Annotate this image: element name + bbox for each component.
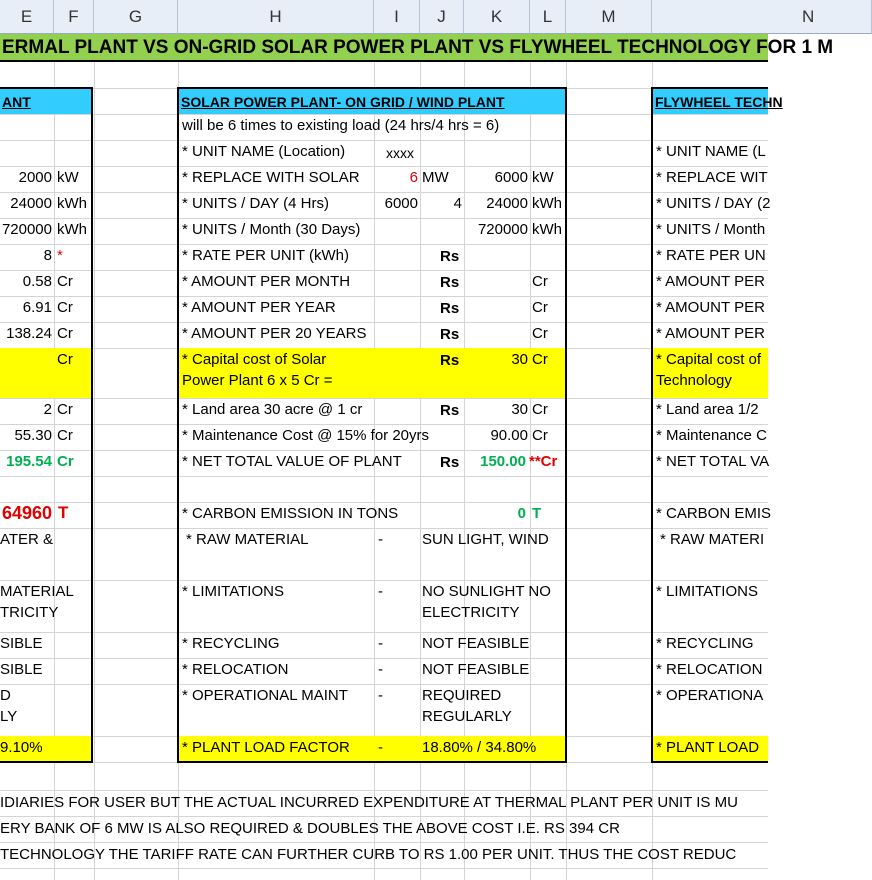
flywheel-capital-label-line1[interactable]: * Capital cost of	[656, 351, 762, 368]
solar-carbon-label[interactable]: * CARBON EMISSION IN TONS	[182, 505, 399, 522]
solar-plf-dash[interactable]: -	[378, 739, 383, 756]
thermal-relocation[interactable]: SIBLE	[0, 661, 43, 678]
border	[177, 761, 567, 763]
thermal-carbon-unit[interactable]: T	[58, 503, 69, 522]
solar-replace-kw[interactable]: 6000	[494, 169, 528, 186]
thermal-raw-material[interactable]: ATER &	[0, 531, 54, 548]
solar-replace-label[interactable]: * REPLACE WITH SOLAR	[182, 169, 360, 186]
thermal-rate-flag[interactable]: *	[57, 247, 63, 264]
thermal-capital-unit[interactable]: Cr	[57, 351, 73, 368]
column-header-k[interactable]: K	[464, 0, 530, 34]
solar-amount-20yr-currency[interactable]: Rs	[440, 326, 460, 343]
solar-unit-name-label[interactable]: * UNIT NAME (Location)	[182, 143, 346, 160]
gridline	[0, 790, 768, 791]
solar-op-maint-dash[interactable]: -	[378, 687, 383, 704]
solar-raw-material-dash[interactable]: -	[378, 531, 383, 548]
solar-amount-month-unit[interactable]: Cr	[532, 273, 548, 290]
border	[0, 87, 93, 89]
thermal-amount-year-value[interactable]: 6.91	[22, 299, 52, 316]
solar-maintenance-label[interactable]: * Maintenance Cost @ 15% for 20yrs	[182, 427, 430, 444]
solar-rate-label[interactable]: * RATE PER UNIT (kWh)	[182, 247, 349, 264]
column-header-i[interactable]: I	[374, 0, 420, 34]
solar-amount-year-currency[interactable]: Rs	[440, 300, 460, 317]
thermal-kw-value[interactable]: 2000	[18, 169, 52, 186]
solar-op-maint-label[interactable]: * OPERATIONAL MAINT	[182, 687, 348, 704]
flywheel-amount-year-label[interactable]: * AMOUNT PER	[656, 299, 765, 316]
thermal-rate-value[interactable]: 8	[43, 247, 52, 264]
flywheel-maintenance-label[interactable]: * Maintenance C	[656, 427, 767, 444]
border	[651, 87, 768, 89]
solar-replace-kw-unit[interactable]: kW	[532, 169, 554, 186]
solar-plf-label[interactable]: * PLANT LOAD FACTOR	[182, 739, 350, 756]
border	[177, 87, 567, 89]
solar-limitations-value-line2[interactable]: ELECTRICITY	[422, 604, 520, 621]
solar-capital-currency[interactable]: Rs	[440, 352, 460, 369]
thermal-op-maint-line1[interactable]: D	[0, 687, 11, 704]
flywheel-rate-label[interactable]: * RATE PER UN	[656, 247, 766, 264]
footer-note-2[interactable]: ERY BANK OF 6 MW IS ALSO REQUIRED & DOUBLES THE ABOVE COST I.E. RS 394 CR	[0, 820, 620, 837]
gridline	[0, 842, 768, 843]
border	[651, 87, 653, 763]
footer-note-1[interactable]: IDIARIES FOR USER BUT THE ACTUAL INCURRED EXPENDITURE AT THERMAL PLANT PER UNIT IS MU	[0, 794, 738, 811]
border	[0, 761, 93, 763]
thermal-land-value[interactable]: 2	[43, 401, 52, 418]
thermal-maintenance-value[interactable]: 55.30	[14, 427, 52, 444]
thermal-limitations-line2[interactable]: TRICITY	[0, 604, 59, 621]
column-header-j[interactable]: J	[420, 0, 464, 34]
solar-replace-mw-unit[interactable]: MW	[422, 169, 449, 186]
flywheel-net-label[interactable]: * NET TOTAL VA	[656, 453, 770, 470]
thermal-amount-month-unit[interactable]: Cr	[57, 273, 73, 290]
solar-amount-20yr-unit[interactable]: Cr	[532, 325, 548, 342]
thermal-plf[interactable]: 9.10%	[0, 739, 43, 756]
solar-recycling-dash[interactable]: -	[378, 635, 383, 652]
column-header-e[interactable]: E	[0, 0, 54, 34]
solar-land-currency[interactable]: Rs	[440, 402, 460, 419]
solar-recycling-label[interactable]: * RECYCLING	[182, 635, 280, 652]
thermal-units-month-value[interactable]: 720000	[1, 221, 52, 238]
thermal-amount-year-unit[interactable]: Cr	[57, 299, 73, 316]
thermal-header[interactable]: ANT	[2, 94, 31, 110]
flywheel-capital-label-line2[interactable]: Technology	[656, 372, 732, 389]
solar-units-day-label[interactable]: * UNITS / DAY (4 Hrs)	[182, 195, 329, 212]
thermal-net-unit[interactable]: Cr	[57, 453, 74, 470]
left-capital-fill	[0, 348, 92, 398]
solar-limitations-dash[interactable]: -	[378, 583, 383, 600]
thermal-carbon-value[interactable]: 64960	[1, 503, 52, 523]
column-header-g[interactable]: G	[94, 0, 178, 34]
gridline	[0, 868, 768, 869]
footer-note-3[interactable]: TECHNOLOGY THE TARIFF RATE CAN FURTHER CURB TO RS 1.00 PER UNIT. THUS THE COST REDUC	[0, 846, 737, 863]
solar-op-maint-value-line1[interactable]: REQUIRED	[422, 687, 502, 704]
solar-units-day-total[interactable]: 24000	[486, 195, 528, 212]
column-header-n[interactable]: N	[652, 0, 872, 34]
thermal-units-day-unit[interactable]: kWh	[57, 195, 87, 212]
border	[91, 87, 93, 763]
solar-raw-material-value[interactable]: SUN LIGHT, WIND	[422, 531, 549, 548]
solar-raw-material-label[interactable]: * RAW MATERIAL	[186, 531, 309, 548]
thermal-amount-20yr-value[interactable]: 138.24	[6, 325, 52, 342]
solar-units-day-hours[interactable]: 4	[453, 195, 462, 212]
flywheel-amount-month-label[interactable]: * AMOUNT PER	[656, 273, 765, 290]
solar-units-month-value[interactable]: 720000	[477, 221, 528, 238]
flywheel-raw-material-label[interactable]: * RAW MATERI	[660, 531, 765, 548]
solar-rate-currency[interactable]: Rs	[440, 248, 460, 265]
solar-land-value[interactable]: 30	[511, 401, 528, 418]
flywheel-relocation-label[interactable]: * RELOCATION	[656, 661, 763, 678]
flywheel-land-label[interactable]: * Land area 1/2	[656, 401, 759, 418]
solar-capital-label-line1[interactable]: * Capital cost of Solar	[182, 351, 327, 368]
border	[565, 87, 567, 763]
thermal-op-maint-line2[interactable]: LY	[0, 708, 18, 725]
flywheel-plf-label[interactable]: * PLANT LOAD	[656, 739, 760, 756]
solar-replace-mw[interactable]: 6	[409, 169, 418, 186]
solar-note[interactable]: will be 6 times to existing load (24 hrs/4 hrs = 6)	[182, 117, 500, 134]
solar-recycling-value[interactable]: NOT FEASIBLE	[422, 635, 530, 652]
solar-units-day-kw[interactable]: 6000	[384, 195, 418, 212]
solar-amount-year-label[interactable]: * AMOUNT PER YEAR	[182, 299, 336, 316]
solar-capital-unit[interactable]: Cr	[532, 351, 548, 368]
border	[177, 87, 179, 763]
solar-limitations-label[interactable]: * LIMITATIONS	[182, 583, 284, 600]
solar-amount-month-currency[interactable]: Rs	[440, 274, 460, 291]
flywheel-unit-name-label[interactable]: * UNIT NAME (L	[656, 143, 766, 160]
solar-carbon-value[interactable]: 0	[517, 505, 526, 522]
solar-net-value[interactable]: 150.00	[480, 453, 526, 470]
thermal-amount-month-value[interactable]: 0.58	[22, 273, 52, 290]
thermal-kw-unit[interactable]: kW	[57, 169, 79, 186]
solar-net-currency[interactable]: Rs	[440, 454, 460, 471]
flywheel-header[interactable]: FLYWHEEL TECHN	[655, 94, 783, 110]
thermal-units-month-unit[interactable]: kWh	[57, 221, 87, 238]
page-title: ERMAL PLANT VS ON-GRID SOLAR POWER PLANT VS FLYWHEEL TECHNOLOGY FOR 1 M	[2, 37, 834, 58]
border	[651, 761, 768, 763]
flywheel-replace-label[interactable]: * REPLACE WIT	[656, 169, 768, 186]
solar-maintenance-unit[interactable]: Cr	[532, 427, 548, 444]
solar-units-month-unit[interactable]: kWh	[532, 221, 562, 238]
flywheel-units-day-label[interactable]: * UNITS / DAY (2	[656, 195, 771, 212]
thermal-land-unit[interactable]: Cr	[57, 401, 73, 418]
flywheel-amount-20yr-label[interactable]: * AMOUNT PER	[656, 325, 765, 342]
solar-limitations-value-line1[interactable]: NO SUNLIGHT NO	[422, 583, 551, 600]
solar-capital-value[interactable]: 30	[511, 351, 528, 368]
column-header-f[interactable]: F	[54, 0, 94, 34]
column-header-l[interactable]: L	[530, 0, 566, 34]
solar-units-day-unit[interactable]: kWh	[532, 195, 562, 212]
flywheel-op-maint-label[interactable]: * OPERATIONA	[656, 687, 764, 704]
flywheel-limitations-label[interactable]: * LIMITATIONS	[656, 583, 758, 600]
solar-op-maint-value-line2[interactable]: REGULARLY	[422, 708, 512, 725]
thermal-limitations-line1[interactable]: MATERIAL	[0, 583, 74, 600]
thermal-amount-20yr-unit[interactable]: Cr	[57, 325, 73, 342]
flywheel-recycling-label[interactable]: * RECYCLING	[656, 635, 754, 652]
solar-maintenance-value[interactable]: 90.00	[490, 427, 528, 444]
solar-land-unit[interactable]: Cr	[532, 401, 548, 418]
solar-amount-year-unit[interactable]: Cr	[532, 299, 548, 316]
solar-capital-label-line2[interactable]: Power Plant 6 x 5 Cr =	[182, 372, 333, 389]
solar-plf-value[interactable]: 18.80% / 34.80%	[422, 739, 537, 756]
solar-header[interactable]: SOLAR POWER PLANT- ON GRID / WIND PLANT	[181, 94, 505, 110]
thermal-units-day-value[interactable]: 24000	[10, 195, 52, 212]
thermal-recycling[interactable]: SIBLE	[0, 635, 43, 652]
solar-relocation-label[interactable]: * RELOCATION	[182, 661, 289, 678]
solar-relocation-value[interactable]: NOT FEASIBLE	[422, 661, 530, 678]
solar-carbon-unit[interactable]: T	[532, 505, 542, 522]
solar-amount-month-label[interactable]: * AMOUNT PER MONTH	[182, 273, 351, 290]
flywheel-units-month-label[interactable]: * UNITS / Month	[656, 221, 766, 238]
thermal-net-value[interactable]: 195.54	[6, 453, 52, 470]
thermal-maintenance-unit[interactable]: Cr	[57, 427, 73, 444]
gridline	[0, 816, 768, 817]
column-header-m[interactable]: M	[566, 0, 652, 34]
solar-land-label[interactable]: * Land area 30 acre @ 1 cr	[182, 401, 363, 418]
solar-net-label[interactable]: * NET TOTAL VALUE OF PLANT	[182, 453, 402, 470]
gridline	[94, 34, 95, 880]
column-header-h[interactable]: H	[178, 0, 374, 34]
solar-unit-name-value[interactable]: xxxx	[386, 145, 414, 161]
solar-units-month-label[interactable]: * UNITS / Month (30 Days)	[182, 221, 361, 238]
solar-net-unit[interactable]: **Cr	[529, 453, 558, 470]
flywheel-carbon-label[interactable]: * CARBON EMIS	[656, 505, 772, 522]
solar-amount-20yr-label[interactable]: * AMOUNT PER 20 YEARS	[182, 325, 367, 342]
solar-relocation-dash[interactable]: -	[378, 661, 383, 678]
